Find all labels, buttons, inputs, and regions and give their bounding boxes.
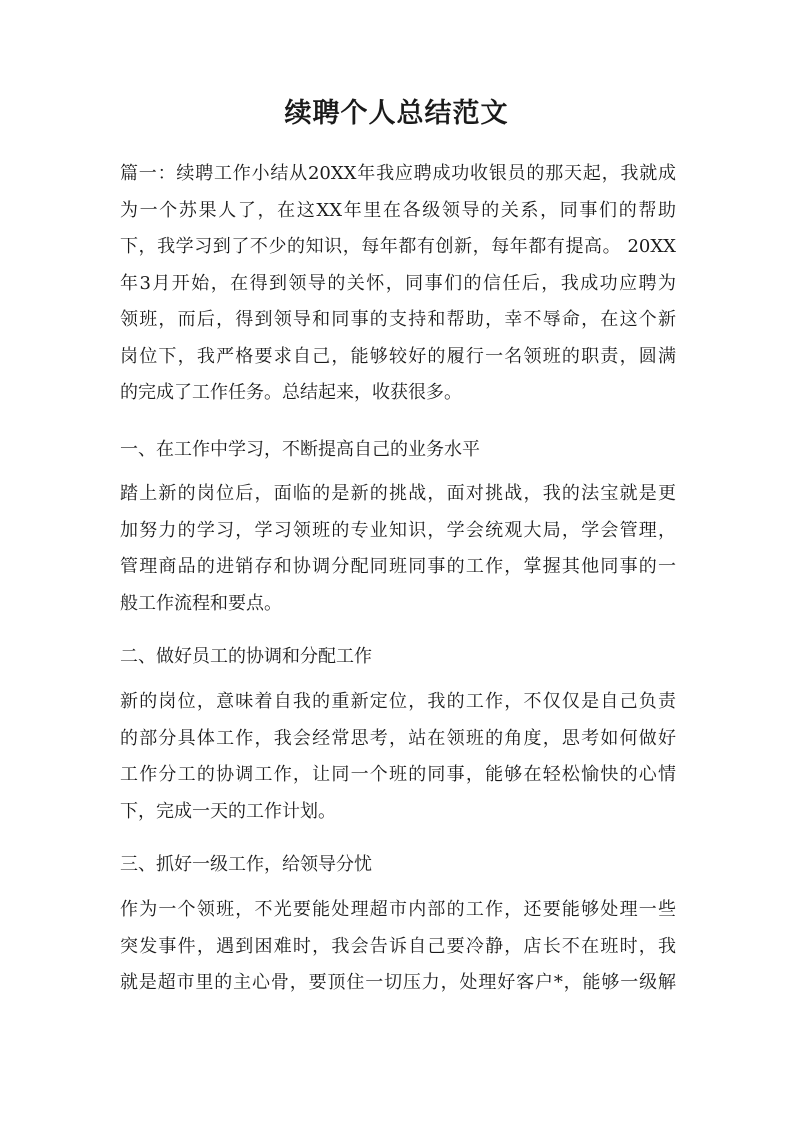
paragraph-line: 岗位下，我严格要求自己，能够较好的履行一名领班的职责，圆满	[120, 345, 676, 367]
paragraph-line: 加努力的学习，学习领班的专业知识，学会统观大局，学会管理，	[120, 519, 676, 541]
section-heading-1: 一、在工作中学习，不断提高自己的业务水平	[120, 439, 480, 460]
paragraph-section-1	[120, 476, 676, 622]
paragraph-line: 踏上新的岗位后，面临的是新的挑战，面对挑战，我的法宝就是更	[120, 483, 676, 504]
paragraph-line: 篇一：续聘工作小结从20XX年我应聘成功收银员的那天起，我就成	[120, 163, 676, 184]
paragraph-line: 的完成了工作任务。总结起来，收获很多。	[120, 382, 462, 403]
paragraph-line: 管理商品的进销存和协调分配同班同事的工作，掌握其他同事的一	[120, 556, 676, 577]
paragraph-line: 下，完成一天的工作计划。	[120, 800, 336, 822]
paragraph-line: 领班，而后，得到领导和同事的支持和帮助，幸不辱命，在这个新	[120, 309, 676, 330]
paragraph-intro	[120, 156, 676, 412]
paragraph-line: 为一个苏果人了，在这XX年里在各级领导的关系，同事们的帮助	[120, 199, 676, 221]
section-heading-3: 三、抓好一级工作，给领导分忧	[120, 854, 372, 875]
paragraph-section-2	[120, 684, 676, 830]
paragraph-line: 突发事件，遇到困难时，我会告诉自己要冷静，店长不在班时，我	[120, 935, 676, 957]
paragraph-line: 作为一个领班，不光要能处理超市内部的工作，还要能够处理一些	[120, 899, 676, 920]
paragraph-line: 下，我学习到了不少的知识，每年都有创新，每年都有提高。 20XX	[120, 236, 676, 257]
paragraph-line: 般工作流程和要点。	[120, 592, 282, 614]
paragraph-line: 新的岗位，意味着自我的重新定位，我的工作，不仅仅是自己负责	[120, 691, 676, 712]
paragraph-line: 的部分具体工作，我会经常思考，站在领班的角度，思考如何做好	[120, 727, 676, 749]
section-heading-2: 二、做好员工的协调和分配工作	[120, 646, 372, 667]
paragraph-section-3	[120, 892, 676, 1002]
document-title: 续聘个人总结范文	[284, 98, 509, 129]
paragraph-line: 就是超市里的主心骨，要顶住一切压力，处理好客户*，能够一级解	[120, 972, 676, 993]
paragraph-line: 年3月开始，在得到领导的关怀，同事们的信任后，我成功应聘为	[120, 272, 676, 294]
paragraph-line: 工作分工的协调工作，让同一个班的同事，能够在轻松愉快的心情	[120, 764, 676, 785]
